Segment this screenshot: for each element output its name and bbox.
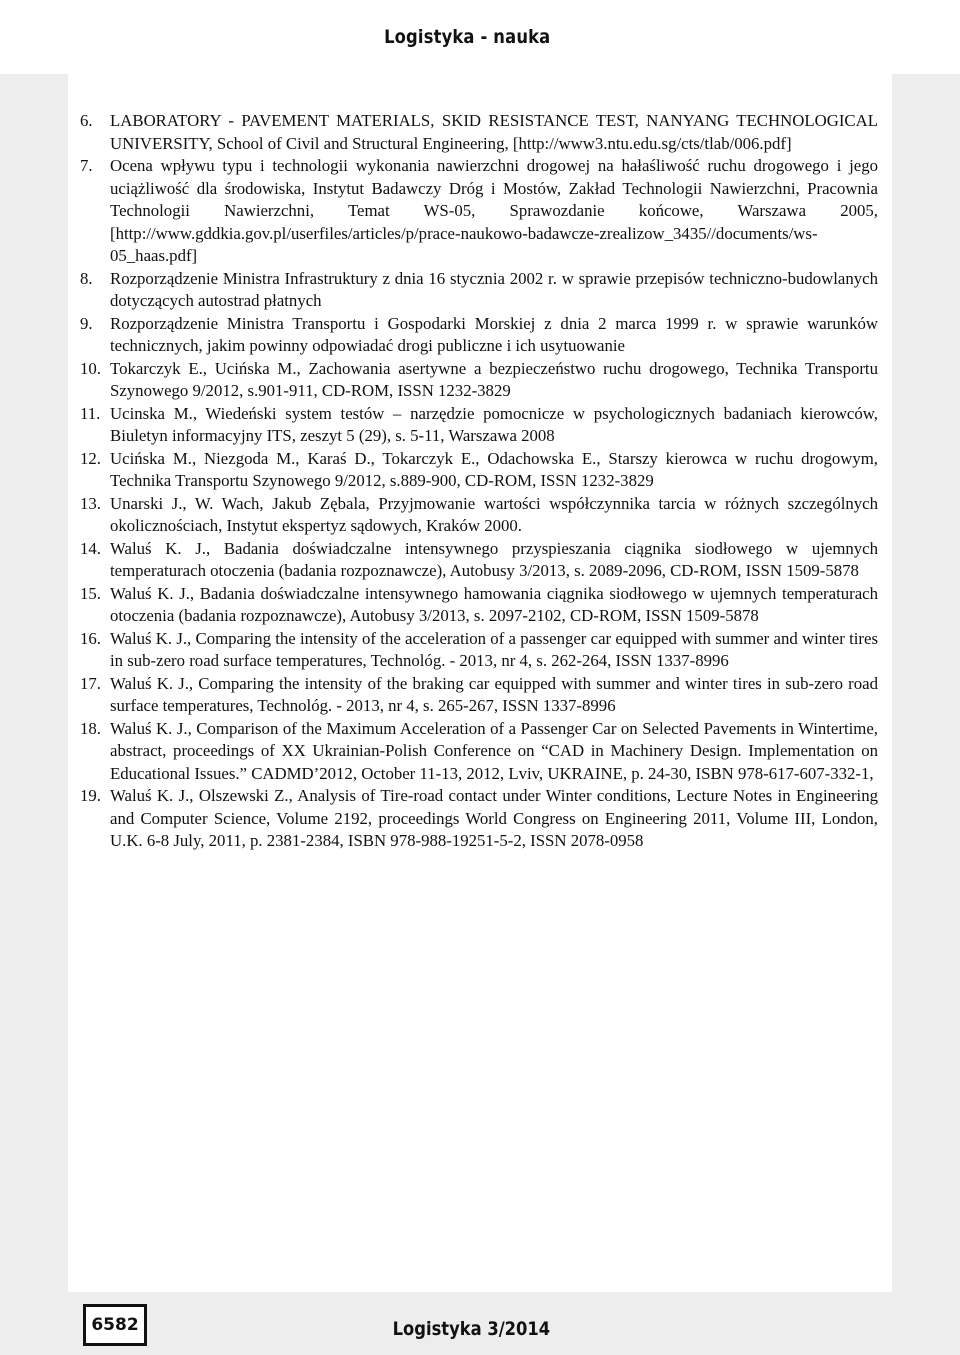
reference-number: 19. — [80, 786, 101, 805]
reference-text: Tokarczyk E., Ucińska M., Zachowania asertywne a bezpieczeństwo ruchu drogowego, Technika Transportu Szynowego 9/2012, s.901-911, CD-ROM, ISSN 1232-3829 — [110, 358, 878, 400]
reference-list — [80, 110, 878, 853]
reference-text: Ucinska M., Wiedeński system testów – narzędzie pomocnicze w psychologicznych badaniach kierowców, Biuletyn informacyjny ITS, zeszyt 5 (29), s. 5-11, Warszawa 2008 — [110, 403, 878, 445]
reference-text: Rozporządzenie Ministra Transportu i Gospodarki Morskiej z dnia 2 marca 1999 r. w sprawie warunków technicznych, jakim powinny odpowiadać drogi publiczne i ich usytuowanie — [110, 313, 878, 355]
reference-item — [80, 493, 878, 538]
page-number-box — [83, 1304, 147, 1346]
reference-item — [80, 785, 878, 853]
reference-number: 9. — [80, 313, 93, 333]
reference-item — [80, 155, 878, 268]
reference-number: 17. — [80, 673, 101, 693]
reference-number: 6. — [80, 111, 93, 130]
reference-item — [80, 583, 878, 628]
reference-text: Unarski J., W. Wach, Jakub Zębala, Przyjmowanie wartości współczynnika tarcia w różnych szczególnych okolicznościach, Instytut ekspertyz sądowych, Kraków 2000. — [110, 493, 878, 535]
reference-item — [80, 673, 878, 718]
reference-text: Waluś K. J., Comparison of the Maximum Acceleration of a Passenger Car on Selected Pavements in Wintertime, abstract, proceedings of XX Ukrainian-Polish Conference on “CAD in Machinery Design. Implementation on Educational Issues.” CADMD’2012, October 11-13, 2012, Lviv, UKRAINE, p. 24-30, ISBN 978-617-607-332-1, — [110, 718, 878, 783]
reference-item — [80, 718, 878, 786]
reference-number: 12. — [80, 448, 101, 468]
journal-section-title: Logistyka - nauka — [383, 26, 550, 48]
reference-text: LABORATORY - PAVEMENT MATERIALS, SKID RESISTANCE TEST, NANYANG TECHNOLOGICAL UNIVERSITY, School of Civil and Structural Engineering, [http://www3.ntu.edu.sg/cts/tlab/006.pdf] — [110, 111, 878, 153]
reference-item — [80, 313, 878, 358]
reference-number: 15. — [80, 583, 101, 603]
reference-item — [80, 628, 878, 673]
reference-number: 10. — [80, 358, 101, 378]
reference-number: 14. — [80, 538, 101, 558]
reference-number: 16. — [80, 628, 101, 648]
reference-item — [80, 110, 878, 155]
reference-item — [80, 448, 878, 493]
reference-number: 7. — [80, 156, 93, 175]
reference-item — [80, 358, 878, 403]
reference-text: Ocena wpływu typu i technologii wykonania nawierzchni drogowej na hałaśliwość ruchu drogowego i jego uciążliwość dla środowiska, Instytut Badawczy Dróg i Mostów, Zakład Technologii Nawierzchni, Pracownia Technologii Nawierzchni, Temat WS-05, Sprawozdanie końcowe, Warszawa 2005, [http://www.gddkia.gov.pl/userfiles/articles/p/prace-naukowo-badawcze-zrealizow_3435//documents/ws-05_haas.pdf] — [110, 156, 878, 265]
reference-number: 8. — [80, 268, 93, 288]
journal-issue: Logistyka 3/2014 — [392, 1318, 550, 1340]
reference-text: Waluś K. J., Badania doświadczalne intensywnego hamowania ciągnika siodłowego w ujemnych temperaturach otoczenia (badania rozpoznawcze), Autobusy 3/2013, s. 2097-2102, CD-ROM, ISSN 1509-5878 — [110, 583, 878, 625]
reference-number: 18. — [80, 718, 101, 738]
reference-text: Waluś K. J., Comparing the intensity of the braking car equipped with summer and winter tires in sub-zero road surface temperatures, Technológ. - 2013, nr 4, s. 265-267, ISSN 1337-8996 — [110, 673, 878, 715]
reference-item — [80, 268, 878, 313]
reference-number: 11. — [80, 403, 101, 423]
reference-item — [80, 403, 878, 448]
page-number: 6582 — [91, 1315, 139, 1335]
references-panel — [68, 74, 892, 1292]
reference-text: Waluś K. J., Badania doświadczalne intensywnego przyspieszania ciągnika siodłowego w ujemnych temperaturach otoczenia (badania rozpoznawcze), Autobusy 3/2013, s. 2089-2096, CD-ROM, ISSN 1509-5878 — [110, 538, 878, 580]
reference-text: Waluś K. J., Olszewski Z., Analysis of Tire-road contact under Winter conditions, Lecture Notes in Engineering and Computer Science, Volume 2192, proceedings World Congress on Engineering 2011, Volume III, London, U.K. 6-8 July, 2011, p. 2381-2384, ISBN 978-988-19251-5-2, ISSN 2078-0958 — [110, 786, 878, 850]
reference-item — [80, 538, 878, 583]
page-header — [0, 0, 960, 74]
reference-text: Waluś K. J., Comparing the intensity of the acceleration of a passenger car equipped with summer and winter tires in sub-zero road surface temperatures, Technológ. - 2013, nr 4, s. 262-264, ISSN 1337-8996 — [110, 628, 878, 670]
reference-text: Ucińska M., Niezgoda M., Karaś D., Tokarczyk E., Odachowska E., Starszy kierowca w ruchu drogowym, Technika Transportu Szynowego 9/2012, s.889-900, CD-ROM, ISSN 1232-3829 — [110, 448, 878, 490]
reference-text: Rozporządzenie Ministra Infrastruktury z dnia 16 stycznia 2002 r. w sprawie przepisów techniczno-budowlanych dotyczących autostrad płatnych — [110, 268, 878, 310]
reference-number: 13. — [80, 493, 101, 513]
